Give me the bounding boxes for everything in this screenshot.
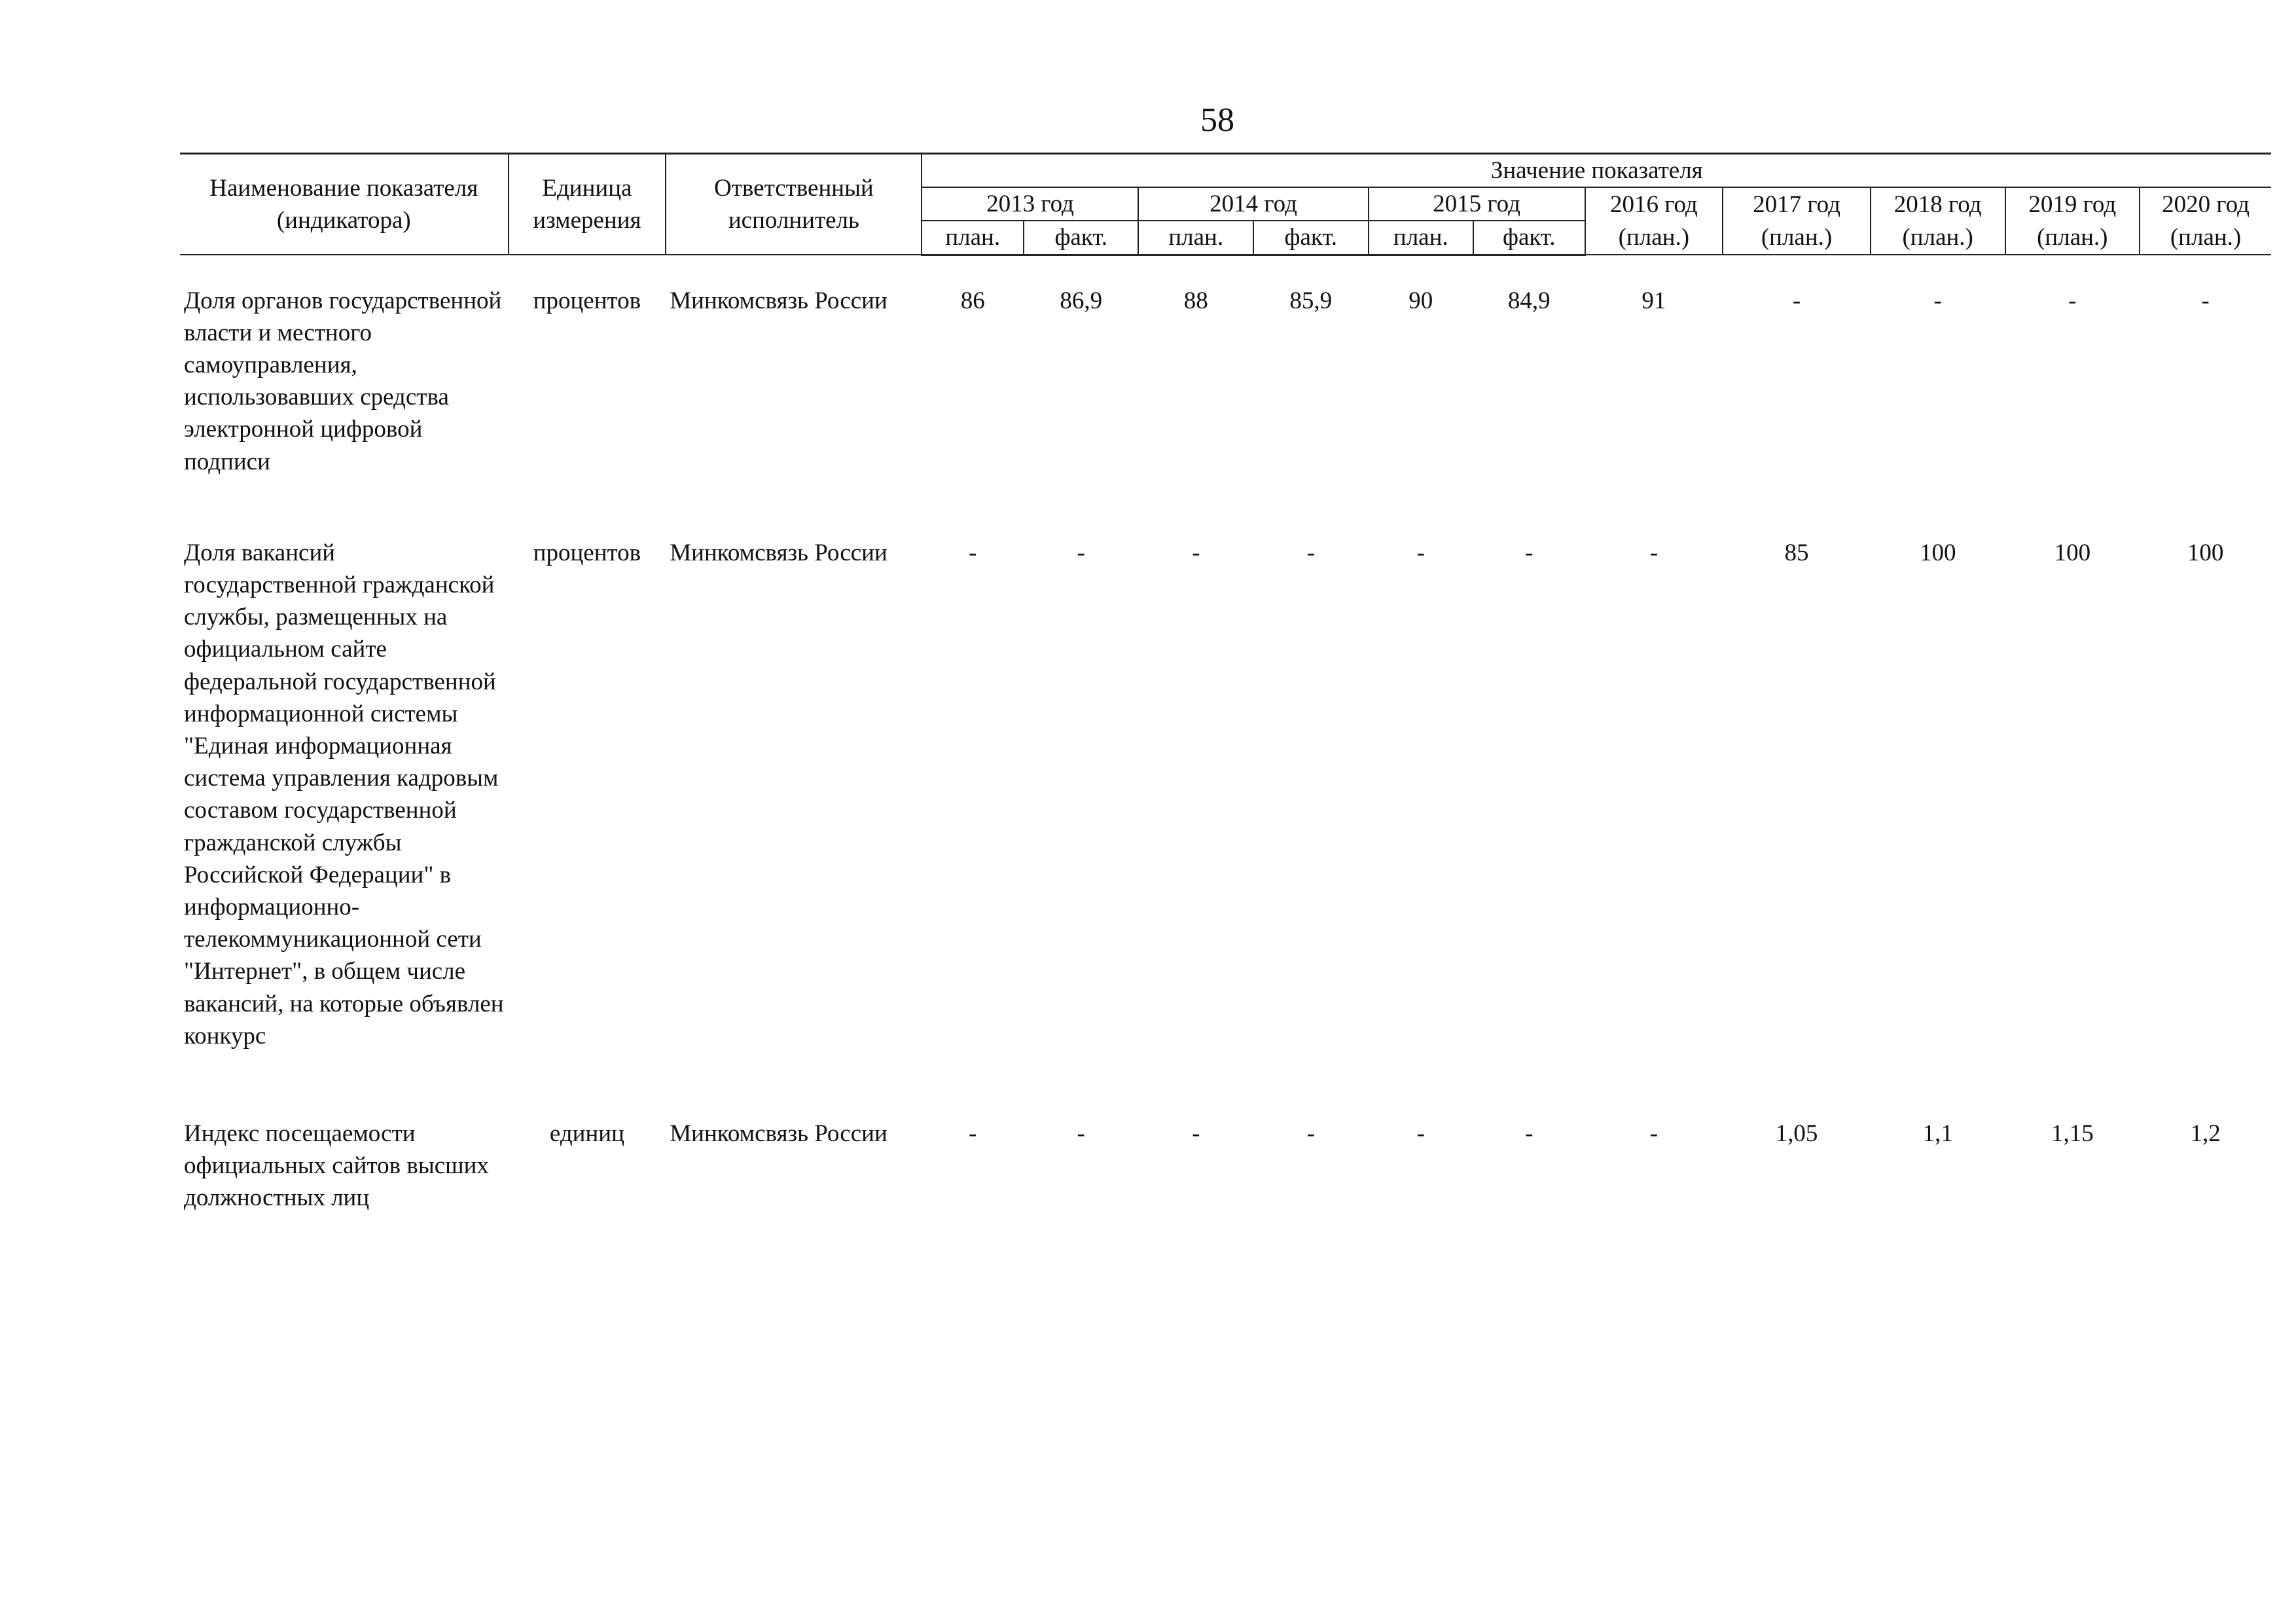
header-year-2019-note: (план.) xyxy=(2037,223,2108,251)
header-year-2013: 2013 год xyxy=(922,187,1138,221)
value-2019-plan: 100 xyxy=(2054,539,2091,566)
spacer-row xyxy=(180,1052,2271,1118)
header-unit: Единица измерения xyxy=(509,154,666,255)
indicator-executor: Минкомсвязь России xyxy=(670,287,888,314)
value-2017-plan: 85 xyxy=(1784,539,1809,566)
indicator-executor: Минкомсвязь России xyxy=(670,539,888,566)
header-2015-fact: факт. xyxy=(1473,221,1585,255)
value-2020-plan: 100 xyxy=(2187,539,2224,566)
header-year-2016 xyxy=(1585,187,1723,255)
value-2015-plan: - xyxy=(1416,539,1425,566)
value-2015-plan: - xyxy=(1416,1120,1425,1148)
value-2013-plan: - xyxy=(969,1120,977,1148)
value-2015-plan: 90 xyxy=(1408,287,1433,314)
table-row xyxy=(180,285,2271,478)
header-indicator-name: Наименование показателя (индикатора) xyxy=(180,154,509,255)
indicators-table xyxy=(180,153,2271,1214)
indicator-name: Доля органов государственной власти и местного самоуправления, использовавших средства электронной цифровой подписи xyxy=(184,287,502,475)
header-2014-plan: план. xyxy=(1138,221,1253,255)
indicator-unit: единиц xyxy=(549,1120,624,1148)
table-row xyxy=(180,1118,2271,1214)
header-year-2019 xyxy=(2005,187,2140,255)
header-executor: Ответственный исполнитель xyxy=(666,154,922,255)
header-year-2018-note: (план.) xyxy=(1902,223,1973,251)
value-2014-plan: 88 xyxy=(1183,287,1208,314)
table-body xyxy=(180,255,2271,1214)
value-2017-plan: - xyxy=(1792,287,1801,314)
value-2014-plan: - xyxy=(1192,1120,1200,1148)
header-year-2016-note: (план.) xyxy=(1618,223,1690,251)
header-year-2015: 2015 год xyxy=(1369,187,1585,221)
header-indicator-value: Значение показателя xyxy=(922,154,2271,188)
indicator-name: Индекс посещаемости официальных сайтов высших должностных лиц xyxy=(184,1120,489,1212)
header-year-2019-label: 2019 год xyxy=(2028,191,2117,219)
value-2013-plan: 86 xyxy=(960,287,985,314)
value-2016-plan: - xyxy=(1649,539,1659,566)
value-2014-fact: - xyxy=(1306,539,1315,566)
header-year-2014: 2014 год xyxy=(1138,187,1368,221)
value-2014-plan: - xyxy=(1192,539,1200,566)
spacer-row xyxy=(180,255,2271,285)
value-2016-plan: 91 xyxy=(1641,287,1666,314)
header-year-2017-label: 2017 год xyxy=(1753,191,1840,219)
header-2013-plan: план. xyxy=(922,221,1023,255)
value-2020-plan: - xyxy=(2201,287,2210,314)
page-number: 58 xyxy=(1200,101,1234,139)
indicator-executor: Минкомсвязь России xyxy=(670,1120,888,1148)
indicator-unit: процентов xyxy=(533,539,641,566)
value-2020-plan: 1,2 xyxy=(2190,1120,2221,1148)
header-year-2020 xyxy=(2140,187,2271,255)
value-2015-fact: - xyxy=(1525,1120,1534,1148)
value-2014-fact: 85,9 xyxy=(1289,287,1333,314)
header-year-2018 xyxy=(1871,187,2005,255)
value-2019-plan: - xyxy=(2068,287,2077,314)
value-2018-plan: - xyxy=(1933,287,1942,314)
value-2019-plan: 1,15 xyxy=(2051,1120,2094,1148)
value-2015-fact: - xyxy=(1525,539,1534,566)
value-2016-plan: - xyxy=(1649,1120,1659,1148)
value-2018-plan: 1,1 xyxy=(1922,1120,1953,1148)
value-2018-plan: 100 xyxy=(1919,539,1956,566)
header-year-2018-label: 2018 год xyxy=(1893,191,1982,219)
spacer-row xyxy=(180,478,2271,537)
header-year-2020-label: 2020 год xyxy=(2162,191,2250,219)
value-2017-plan: 1,05 xyxy=(1775,1120,1818,1148)
table-header xyxy=(180,154,2271,255)
header-2014-fact: факт. xyxy=(1253,221,1369,255)
table-row xyxy=(180,537,2271,1052)
indicator-name: Доля вакансий государственной гражданской службы, размещенных на официальном сайте федеральной государственной информационной системы "Единая информационная система управления кадровым составом государственной гражданской службы Российской Федерации" в информационно-телекоммуникационной сети "Интернет", в общем числе вакансий, на которые объявлен конкурс xyxy=(184,539,504,1049)
value-2015-fact: 84,9 xyxy=(1507,287,1551,314)
value-2013-fact: - xyxy=(1077,539,1085,566)
value-2013-plan: - xyxy=(969,539,977,566)
value-2013-fact: 86,9 xyxy=(1060,287,1103,314)
header-2013-fact: факт. xyxy=(1024,221,1139,255)
value-2013-fact: - xyxy=(1077,1120,1085,1148)
indicator-unit: процентов xyxy=(533,287,641,314)
header-2015-plan: план. xyxy=(1369,221,1473,255)
header-year-2016-label: 2016 год xyxy=(1609,191,1698,219)
header-year-2017-note: (план.) xyxy=(1761,223,1833,251)
header-year-2017 xyxy=(1723,187,1871,255)
header-year-2020-note: (план.) xyxy=(2170,223,2242,251)
value-2014-fact: - xyxy=(1306,1120,1315,1148)
